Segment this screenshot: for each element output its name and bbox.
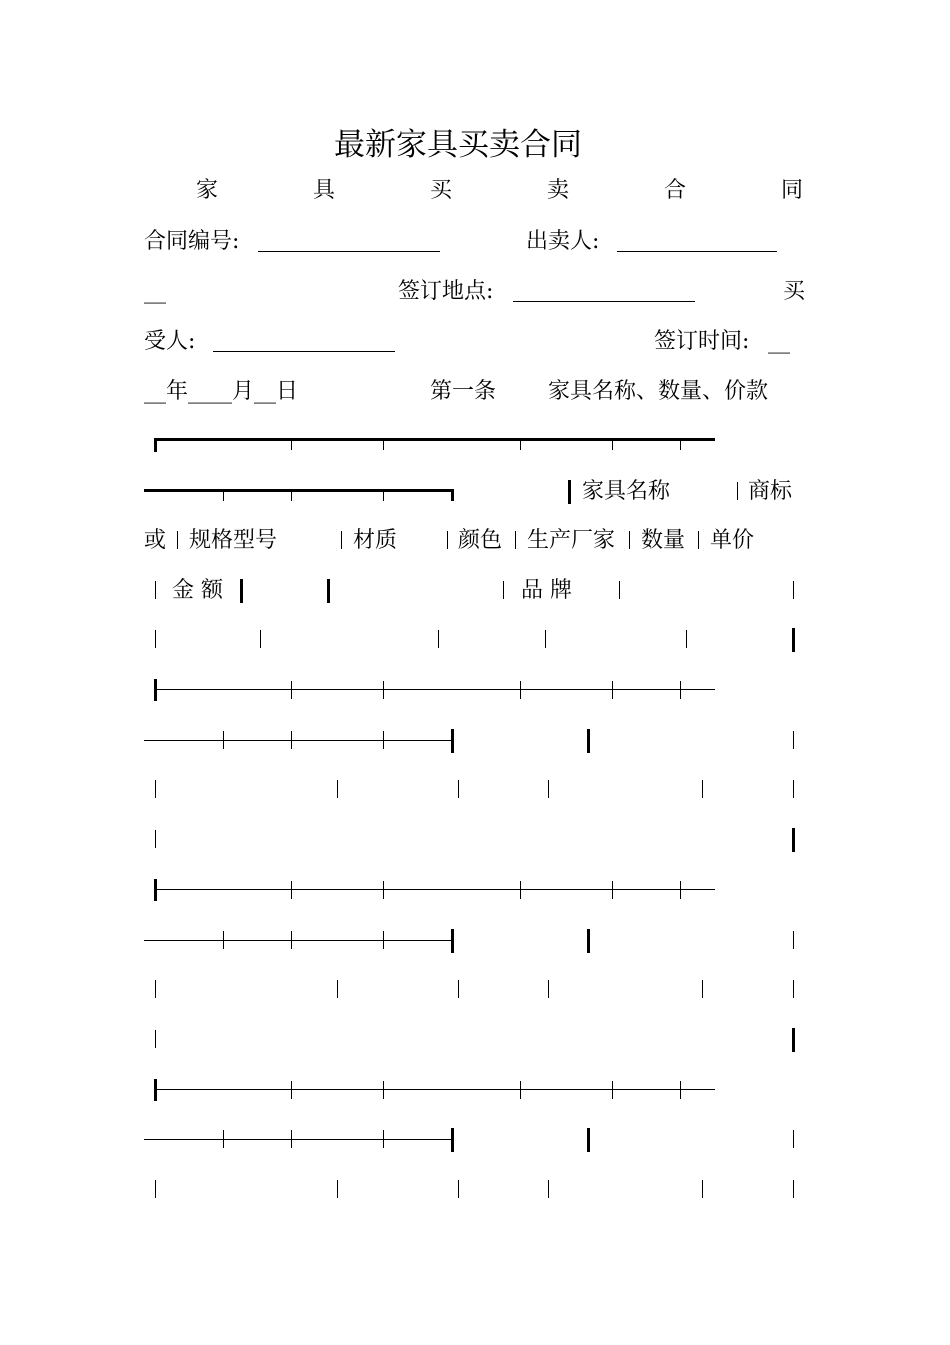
column-divider xyxy=(629,531,630,549)
col-brand-header-part1: 商标 xyxy=(748,479,793,504)
column-divider xyxy=(548,1180,549,1198)
heading-char: 买 xyxy=(430,178,453,203)
col-brand-header-part2: 或 xyxy=(144,528,167,553)
row-edge xyxy=(154,679,157,701)
column-divider xyxy=(223,731,224,749)
column-divider xyxy=(568,480,571,504)
table-tick xyxy=(612,440,613,450)
column-divider xyxy=(680,1081,681,1099)
table-tick xyxy=(223,491,224,501)
column-divider xyxy=(587,729,590,753)
column-divider xyxy=(503,581,504,599)
table-corner xyxy=(154,438,157,452)
heading-char: 具 xyxy=(313,178,336,203)
seller-blank-continued: __ xyxy=(144,279,166,304)
column-divider xyxy=(619,581,620,599)
column-divider xyxy=(515,531,516,549)
row-border xyxy=(144,740,453,741)
buyer-label-end: 受人: xyxy=(144,329,196,354)
col-brand-header-part3: 品 牌 xyxy=(521,578,572,603)
row-edge xyxy=(154,879,157,901)
table-tick xyxy=(680,440,681,450)
column-divider xyxy=(686,630,687,648)
column-divider xyxy=(548,980,549,998)
column-divider xyxy=(612,881,613,899)
column-divider xyxy=(793,581,794,599)
column-divider xyxy=(155,1180,156,1198)
table-top-border-continued xyxy=(144,489,453,492)
row-border xyxy=(154,889,715,890)
column-divider xyxy=(341,531,342,549)
column-divider xyxy=(737,482,738,500)
sign-place-label: 签订地点: xyxy=(398,279,494,304)
column-divider xyxy=(383,731,384,749)
column-divider xyxy=(702,980,703,998)
table-tick xyxy=(383,491,384,501)
column-divider xyxy=(240,579,243,603)
column-divider xyxy=(451,1128,454,1152)
column-divider xyxy=(291,1081,292,1099)
col-amount-header: 金 额 xyxy=(172,578,223,603)
column-divider xyxy=(451,929,454,953)
contract-no-blank xyxy=(258,251,440,252)
col-material-header: 材质 xyxy=(353,528,398,553)
document-title: 最新家具买卖合同 xyxy=(334,127,582,163)
heading-char: 合 xyxy=(664,178,687,203)
row-border xyxy=(144,1139,453,1140)
column-divider xyxy=(702,780,703,798)
column-divider xyxy=(337,980,338,998)
column-divider xyxy=(680,681,681,699)
column-divider xyxy=(793,1180,794,1198)
column-divider xyxy=(447,531,448,549)
row-border xyxy=(154,1089,715,1090)
column-divider xyxy=(545,630,546,648)
column-divider xyxy=(793,980,794,998)
column-divider xyxy=(291,731,292,749)
column-divider xyxy=(291,931,292,949)
table-top-border xyxy=(154,438,715,441)
column-divider xyxy=(458,1180,459,1198)
heading-char: 卖 xyxy=(547,178,570,203)
column-divider xyxy=(155,980,156,998)
column-divider xyxy=(383,931,384,949)
heading-char: 同 xyxy=(781,178,804,203)
column-divider xyxy=(612,1081,613,1099)
column-divider xyxy=(155,581,156,599)
column-divider xyxy=(680,881,681,899)
column-divider xyxy=(223,1130,224,1148)
column-divider xyxy=(793,780,794,798)
col-price-header: 单价 xyxy=(710,528,755,553)
buyer-label-start: 买 xyxy=(783,279,806,304)
contract-no-label: 合同编号: xyxy=(144,229,240,254)
column-divider xyxy=(291,1130,292,1148)
table-tick xyxy=(383,440,384,450)
column-divider xyxy=(383,881,384,899)
column-divider xyxy=(587,929,590,953)
column-divider xyxy=(520,681,521,699)
column-divider xyxy=(155,1030,156,1048)
row-border xyxy=(144,940,453,941)
column-divider xyxy=(793,731,794,749)
column-divider xyxy=(520,1081,521,1099)
column-divider xyxy=(383,1130,384,1148)
column-divider xyxy=(291,681,292,699)
column-divider xyxy=(458,780,459,798)
date-line: __年____月__日 xyxy=(144,379,299,404)
row-border xyxy=(154,689,715,690)
column-divider xyxy=(793,931,794,949)
column-divider xyxy=(698,531,699,549)
column-divider xyxy=(587,1128,590,1152)
column-divider xyxy=(792,628,795,652)
column-divider xyxy=(155,780,156,798)
column-divider xyxy=(438,630,439,648)
column-divider xyxy=(451,729,454,753)
table-tick xyxy=(291,440,292,450)
column-divider xyxy=(520,881,521,899)
heading-char: 家 xyxy=(196,178,219,203)
column-divider xyxy=(383,681,384,699)
column-divider xyxy=(383,1081,384,1099)
column-divider xyxy=(155,630,156,648)
buyer-blank xyxy=(213,351,395,352)
column-divider xyxy=(223,931,224,949)
col-name-header: 家具名称 xyxy=(582,479,671,504)
column-divider xyxy=(458,980,459,998)
column-divider xyxy=(793,1130,794,1148)
column-divider xyxy=(337,1180,338,1198)
column-divider xyxy=(548,780,549,798)
sign-time-label: 签订时间: xyxy=(654,329,750,354)
table-corner xyxy=(451,489,454,501)
table-tick xyxy=(291,491,292,501)
col-qty-header: 数量 xyxy=(641,528,686,553)
article-one-title: 家具名称、数量、价款 xyxy=(548,379,769,404)
seller-blank xyxy=(617,251,777,252)
column-divider xyxy=(612,681,613,699)
column-divider xyxy=(260,630,261,648)
sign-time-blank: __ xyxy=(768,329,790,354)
table-tick xyxy=(520,440,521,450)
seller-label: 出卖人: xyxy=(526,229,600,254)
column-divider xyxy=(155,830,156,848)
row-edge xyxy=(154,1079,157,1101)
column-divider xyxy=(291,881,292,899)
column-divider xyxy=(702,1180,703,1198)
column-divider xyxy=(327,579,330,603)
article-one-label: 第一条 xyxy=(430,379,497,404)
column-divider xyxy=(792,1028,795,1052)
column-divider xyxy=(337,780,338,798)
sign-place-blank xyxy=(513,301,695,302)
col-spec-header: 规格型号 xyxy=(189,528,278,553)
col-maker-header: 生产厂家 xyxy=(527,528,616,553)
col-color-header: 颜色 xyxy=(458,528,503,553)
column-divider xyxy=(792,828,795,852)
column-divider xyxy=(177,531,178,549)
